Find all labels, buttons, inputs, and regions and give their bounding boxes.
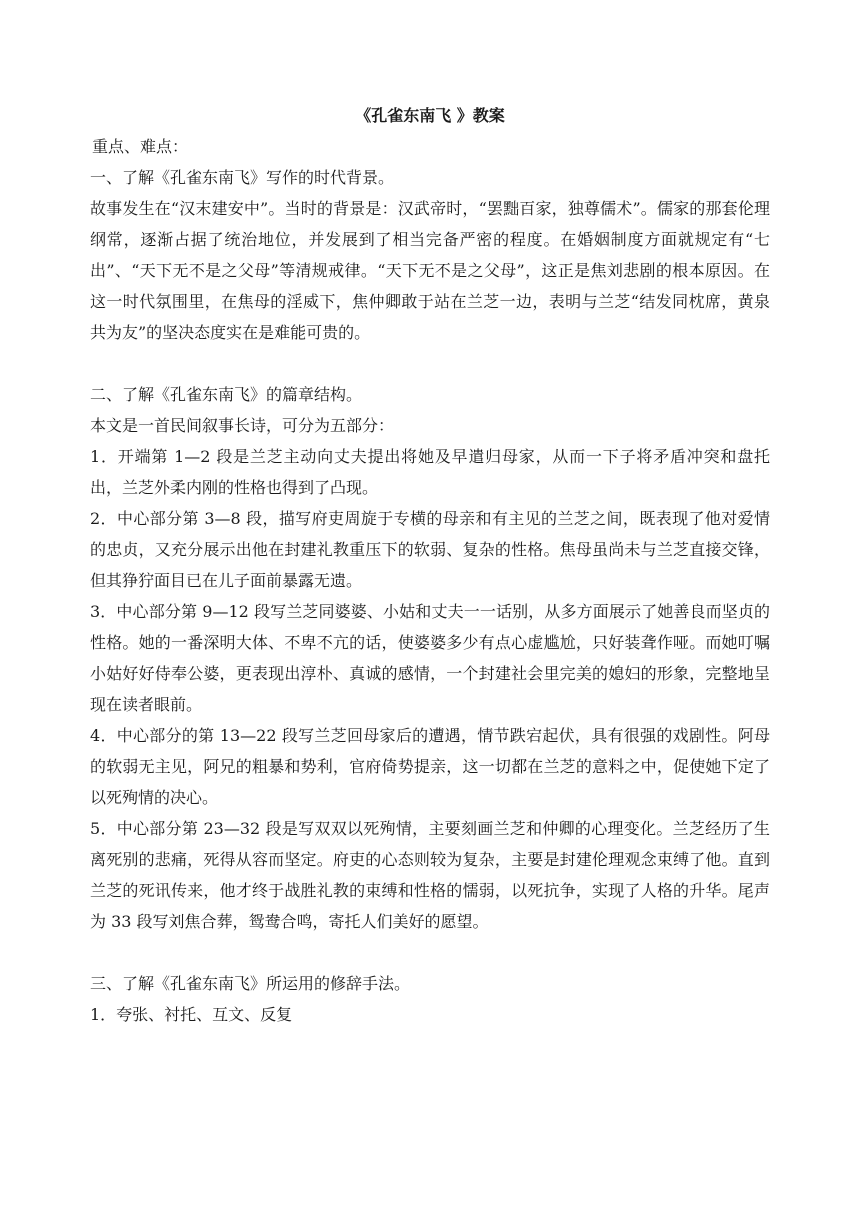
subtitle: 重点、难点： (92, 137, 189, 156)
document-title: 《孔雀东南飞 》教案 (355, 106, 505, 125)
section-2-intro: 本文是一首民间叙事长诗，可分为五部分： (90, 416, 395, 435)
section-2-item-5: 5．中心部分第 23—32 段是写双双以死殉情，主要刻画兰芝和仲卿的心理变化。兰芝经历了生离死别的悲痛，死得从容而坚定。府吏的心态则较为复杂，主要是封建伦理观念束缚了他。直到兰芝的死讯传来，他才终于战胜礼教的束缚和性格的懦弱，以死抗争，实现了人格的升华。尾声为 33 段写刘焦合葬，鸳鸯合鸣，寄托人们美好的愿望。 (90, 819, 770, 931)
spacer (90, 348, 770, 379)
section-3-heading: 三、了解《孔雀东南飞》所运用的修辞手法。 (90, 974, 411, 993)
section-2-item-1: 1．开端第 1—2 段是兰芝主动向丈夫提出将她及早遣归母家，从而一下子将矛盾冲突和盘托出，兰芝外柔内刚的性格也得到了凸现。 (90, 447, 770, 497)
section-2-item-3: 3．中心部分第 9—12 段写兰芝同婆婆、小姑和丈夫一一话别，从多方面展示了她善良而坚贞的性格。她的一番深明大体、不卑不亢的话，使婆婆多少有点心虚尴尬，只好装聋作哑。而她叮嘱小姑好好侍奉公婆，更表现出淳朴、真诚的感情，一个封建社会里完美的媳妇的形象，完整地呈现在读者眼前。 (90, 602, 770, 714)
section-2-item-2: 2．中心部分第 3—8 段，描写府吏周旋于专横的母亲和有主见的兰芝之间，既表现了他对爱情的忠贞，又充分展示出他在封建礼教重压下的软弱、复杂的性格。焦母虽尚未与兰芝直接交锋，但其狰狞面目已在儿子面前暴露无遗。 (90, 509, 770, 590)
section-2-heading: 二、了解《孔雀东南飞》的篇章结构。 (90, 385, 363, 404)
section-1-heading: 一、了解《孔雀东南飞》写作的时代背景。 (90, 168, 395, 187)
section-2-item-4: 4．中心部分的第 13—22 段写兰芝回母家后的遭遇，情节跌宕起伏，具有很强的戏剧性。阿母的软弱无主见，阿兄的粗暴和势利，官府倚势提亲，这一切都在兰芝的意料之中，促使她下定了以死殉情的决心。 (90, 726, 770, 807)
section-3-item-1: 1．夸张、衬托、互文、反复 (90, 1005, 293, 1024)
section-1-paragraph: 故事发生在“汉末建安中”。当时的背景是：汉武帝时，“罢黜百家，独尊儒术”。儒家的那套伦理纲常，逐渐占据了统治地位，并发展到了相当完备严密的程度。在婚姻制度方面就规定有“七出”、“天下无不是之父母”等清规戒律。“天下无不是之父母”，这正是焦刘悲剧的根本原因。在这一时代氛围里，在焦母的淫威下，焦仲卿敢于站在兰芝一边，表明与兰芝“结发同枕席，黄泉共为友”的坚决态度实在是难能可贵的。 (90, 199, 770, 342)
spacer (90, 937, 770, 968)
